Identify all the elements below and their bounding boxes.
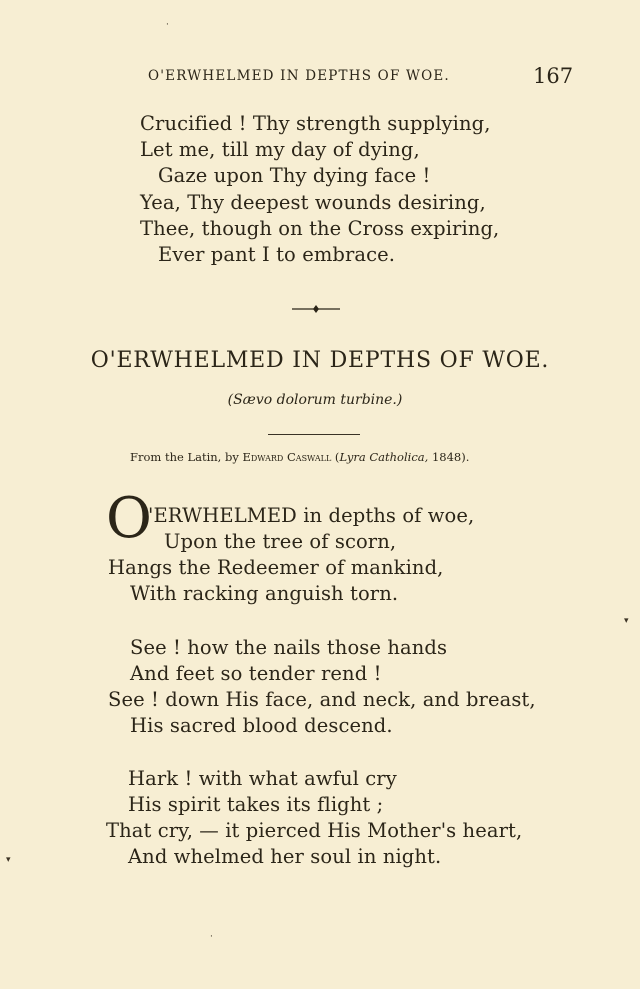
hymn-title: O'ERWHELMED IN DEPTHS OF WOE. [90, 348, 550, 373]
attribution-prefix: From the Latin, by [130, 450, 243, 464]
running-title: O'ERWHELMED IN DEPTHS OF WOE. [148, 68, 450, 84]
verse-line: And feet so tender rend ! [130, 662, 382, 685]
attribution-year: 1848). [428, 450, 470, 464]
verse-line: Crucified ! Thy strength supplying, [140, 112, 491, 135]
verse-line: Let me, till my day of dying, [140, 138, 420, 161]
verse-line: His spirit takes its flight ; [128, 793, 384, 816]
verse-line: With racking anguish torn. [130, 582, 399, 605]
verse-line: His sacred blood descend. [130, 714, 393, 737]
print-speck: ▾ [6, 855, 11, 865]
verse-line: Hark ! with what awful cry [128, 767, 397, 790]
attribution-author: Edward Caswall [242, 450, 332, 464]
drop-cap: O [106, 486, 152, 551]
attribution [130, 450, 469, 464]
title-rule [268, 434, 360, 435]
latin-title: (Sævo dolorum turbine.) [227, 392, 403, 408]
verse-line: Thee, though on the Cross expiring, [140, 217, 500, 240]
verse-line: See ! down His face, and neck, and breast, [108, 688, 536, 711]
verse-line: That cry, — it pierced His Mother's heart, [106, 819, 523, 842]
verse-line: Gaze upon Thy dying face ! [158, 164, 431, 187]
verse-line: Ever pant I to embrace. [158, 243, 396, 266]
verse-line: Upon the tree of scorn, [164, 530, 397, 553]
verse-line: See ! how the nails those hands [130, 636, 448, 659]
page-number: 167 [533, 64, 574, 88]
attribution-source: Lyra Catholica, [339, 450, 429, 464]
verse-line: Yea, Thy deepest wounds desiring, [140, 191, 486, 214]
verse-line: 'ERWHELMED in depths of woe, [148, 504, 475, 527]
verse-line: And whelmed her soul in night. [128, 845, 442, 868]
print-speck: · [210, 932, 213, 942]
section-divider-ornament [292, 303, 340, 315]
attribution-open: ( [331, 450, 340, 464]
verse-line: Hangs the Redeemer of mankind, [108, 556, 444, 579]
print-speck: ▾ [624, 616, 629, 626]
print-speck: · [166, 20, 169, 30]
